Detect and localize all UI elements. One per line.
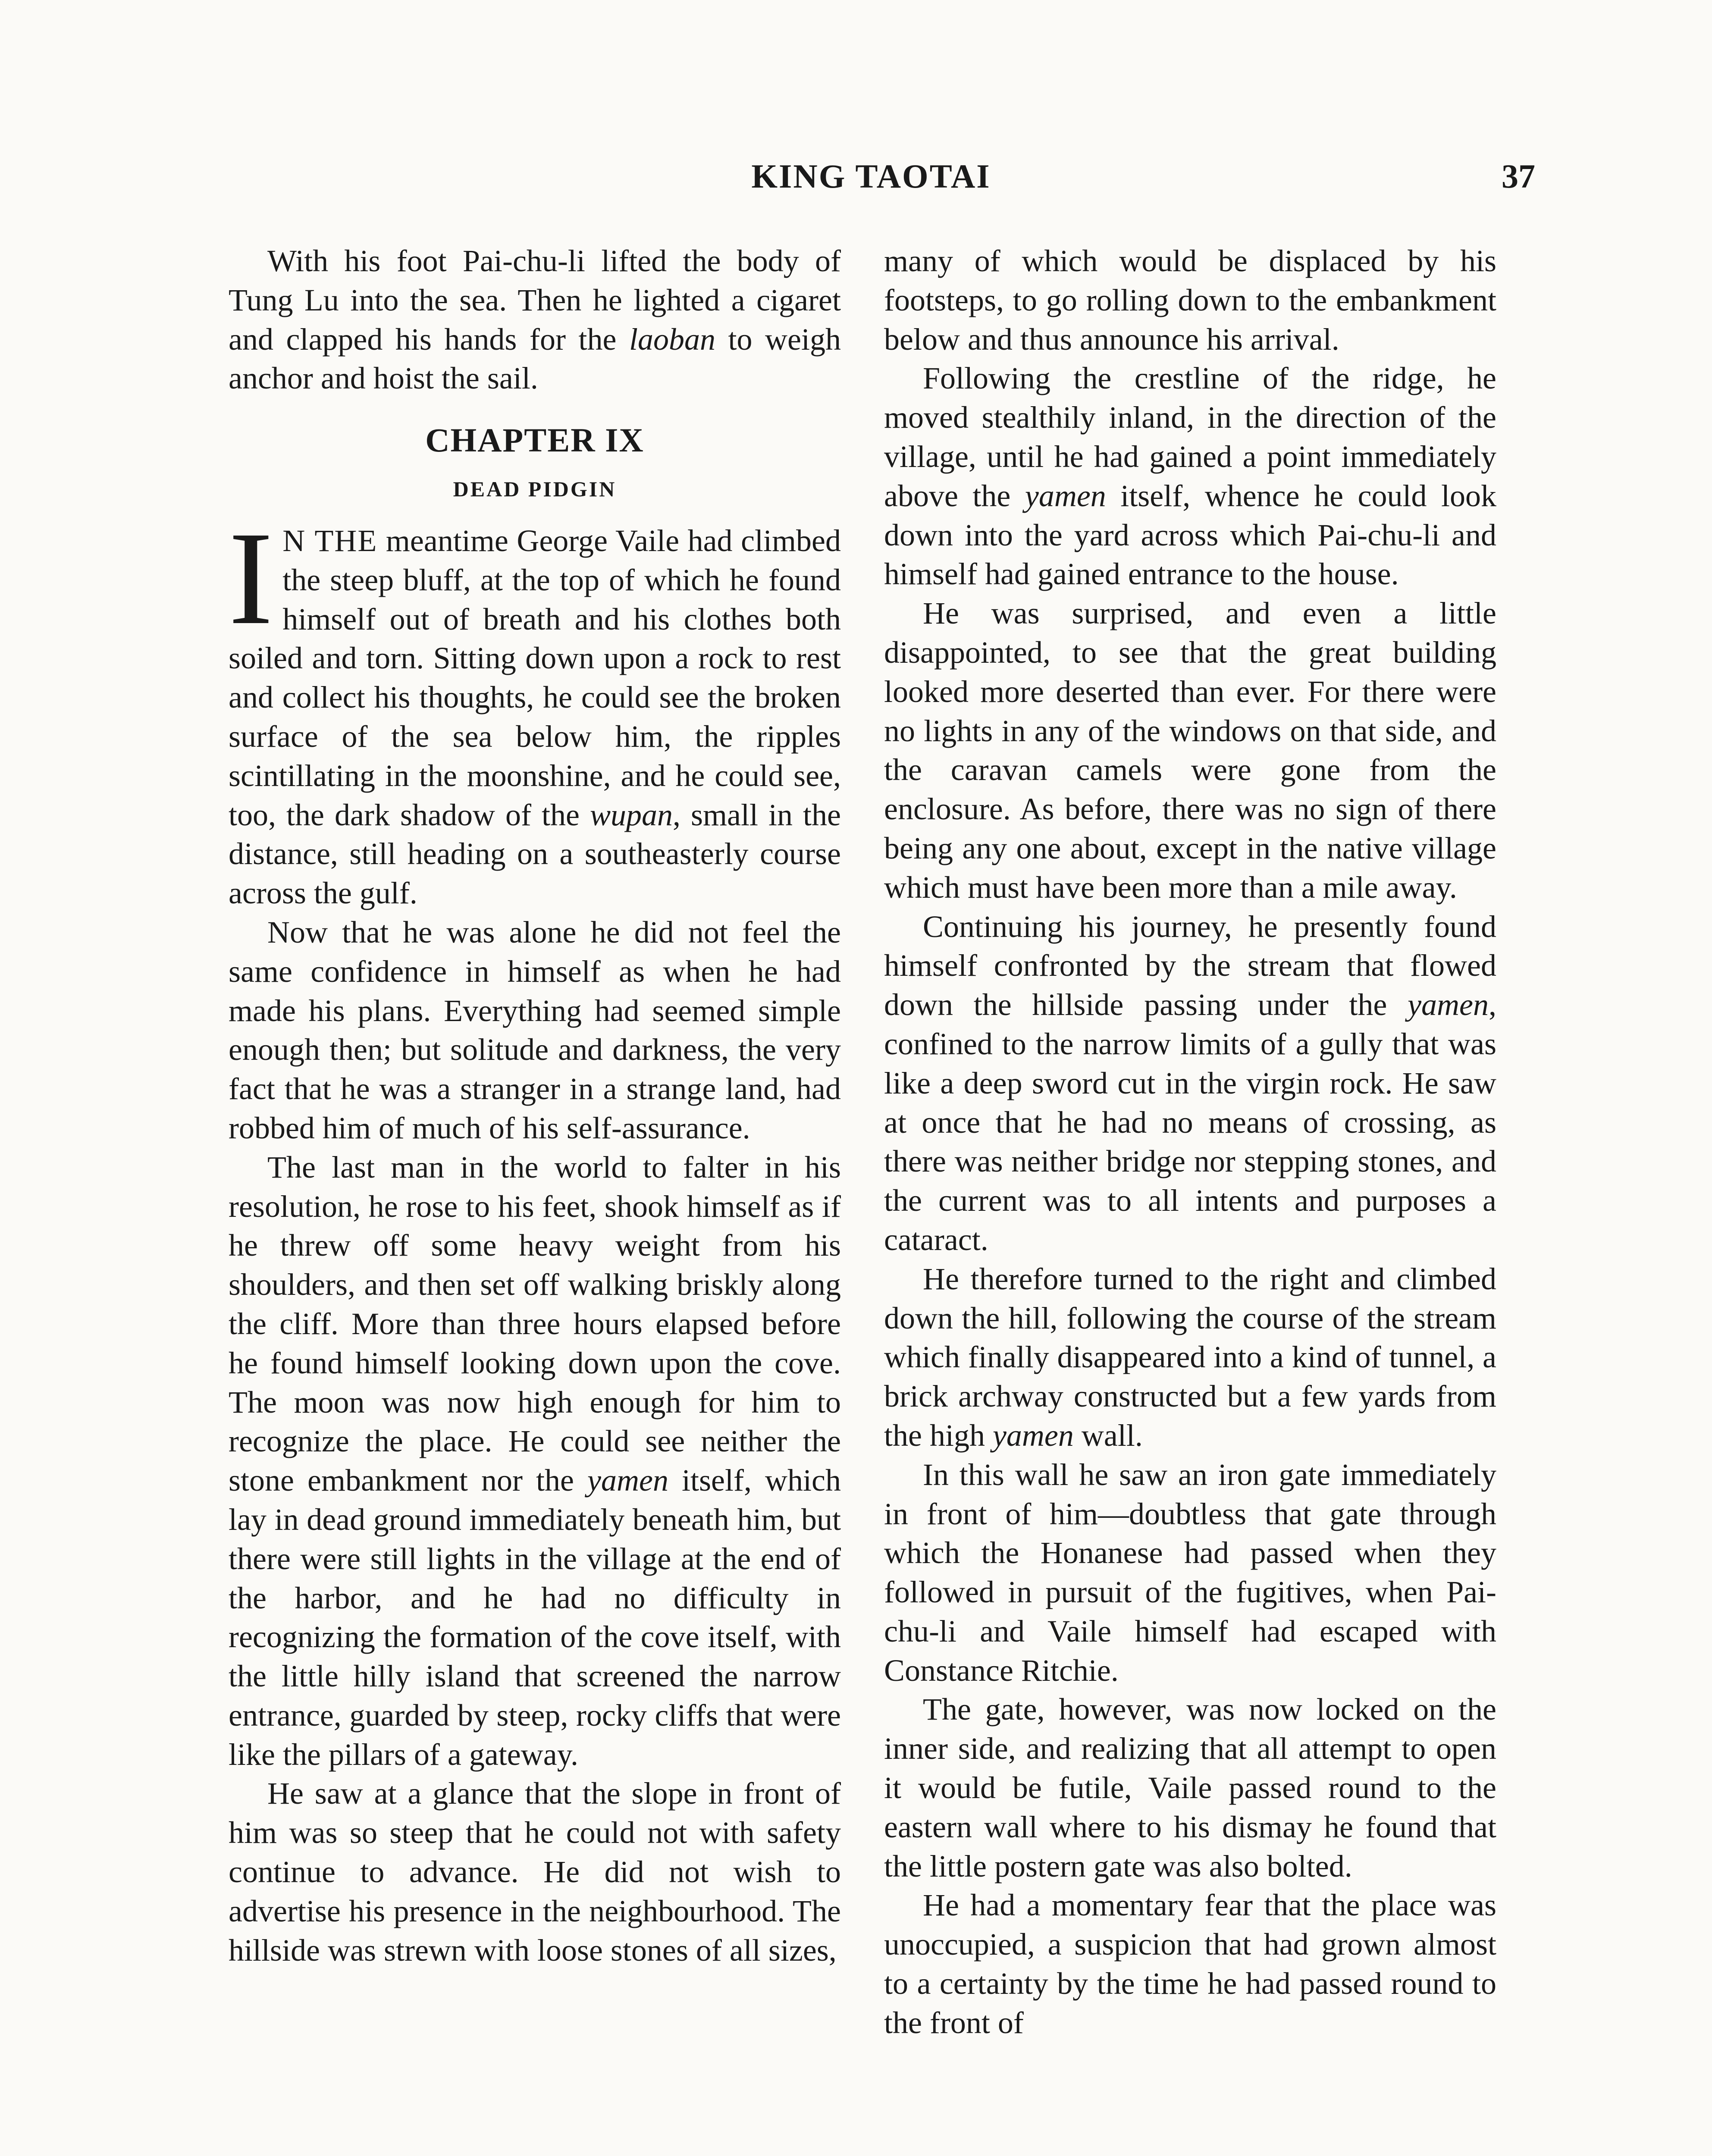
drop-cap: I: [229, 504, 273, 652]
paragraph-continued: many of which would be displaced by his footsteps, to go rolling down to the embankment below and thus announce his arrival.: [884, 244, 1496, 357]
paragraph: Following the crestline of the ridge, he moved stealthily inland, in the direction of the village, until he had gained a point immediately above the yamen itself, whence he could look down into the yard across which Pai-chu-li and himself had gained entrance to the house.: [884, 361, 1496, 592]
paragraph: He saw at a glance that the slope in front of him was so steep that he could not with safety continue to advance. He did not wish to advertise his presence in the neighbourhood. The hillside was strewn with loose stones of all sizes,: [229, 1776, 841, 1968]
right-column: [884, 241, 1496, 2043]
chapter-subtitle: DEAD PIDGIN: [453, 476, 617, 501]
italic-term: wupan: [589, 797, 673, 832]
running-title: KING TAOTAI: [751, 157, 991, 195]
paragraph: With his foot Pai-chu-li lifted the body of Tung Lu into the sea. Then he lighted a cigaret and clapped his hands for the laoban to weigh anchor and hoist the sail.: [229, 244, 841, 396]
chapter-heading: CHAPTER IX: [425, 421, 644, 459]
italic-term: yamen: [587, 1463, 668, 1498]
italic-term: yamen: [992, 1418, 1074, 1453]
paragraph: Continuing his journey, he presently found himself confronted by the stream that flowed down the hillside passing under the yamen, confined to the narrow limits of a gully that was like a deep sword cut in the virgin rock. He saw at once that he had no means of crossing, as there was neither bridge nor stepping stones, and the current was to all intents and purposes a cataract.: [884, 909, 1496, 1257]
paragraph: In this wall he saw an iron gate immediately in front of him—doubtless that gate through which the Honanese had passed when they followed in pursuit of the fugitives, when Pai-chu-li and Vaile himself had escaped with Constance Ritchie.: [884, 1457, 1496, 1688]
page-number: 37: [1502, 157, 1535, 195]
italic-term: laoban: [629, 322, 715, 357]
paragraph: He was surprised, and even a little disappointed, to see that the great building looked more deserted than ever. For there were no lights in any of the windows on that side, and the caravan camels were gone from the enclosure. As before, there was no sign of there being any one about, except in the native village which must have been more than a mile away.: [884, 596, 1496, 905]
paragraph: The gate, however, was now locked on the inner side, and realizing that all attempt to open it would be futile, Vaile passed round to the eastern wall where to his dismay he found that the little postern gate was also bolted.: [884, 1692, 1496, 1883]
paragraph: Now that he was alone he did not feel the same confidence in himself as when he had made his plans. Everything had seemed simple enough then; but solitude and darkness, the very fact that he was a stranger in a strange land, had robbed him of much of his self-assurance.: [229, 915, 841, 1145]
left-column: [229, 241, 841, 1970]
opening-paragraph: I N THE meantime George Vaile had climbed the steep bluff, at the top of which he found himself out of breath and his clothes both soiled and torn. Sitting down upon a rock to rest and collect his thoughts, he could see the broken surface of the sea below him, the ripples scintillating in the moonshine, and he could see, too, the dark shadow of the wupan, small in the distance, still heading on a southeasterly course across the gulf.: [229, 504, 841, 911]
italic-term: yamen: [1025, 478, 1106, 513]
paragraph: He therefore turned to the right and climbed down the hill, following the course of the stream which finally disappeared into a kind of tunnel, a brick archway constructed but a few yards from the high yamen wall.: [884, 1261, 1496, 1453]
paragraph: The last man in the world to falter in his resolution, he rose to his feet, shook himself as if he threw off some heavy weight from his shoulders, and then set off walking briskly along the cliff. More than three hours elapsed before he found himself looking down upon the cove. The moon was now high enough for him to recognize the place. He could see neither the stone embankment nor the yamen itself, which lay in dead ground immediately beneath him, but there were still lights in the village at the end of the harbor, and he had no difficulty in recognizing the formation of the cove itself, with the little hilly island that screened the narrow entrance, guarded by steep, rocky cliffs that were like the pillars of a gateway.: [229, 1150, 841, 1772]
paragraph: He had a momentary fear that the place was unoccupied, a suspicion that had grown almost to a certainty by the time he had passed round to the front of: [884, 1888, 1496, 2040]
italic-term: yamen: [1408, 987, 1489, 1022]
small-caps-opening: N THE: [282, 523, 378, 558]
